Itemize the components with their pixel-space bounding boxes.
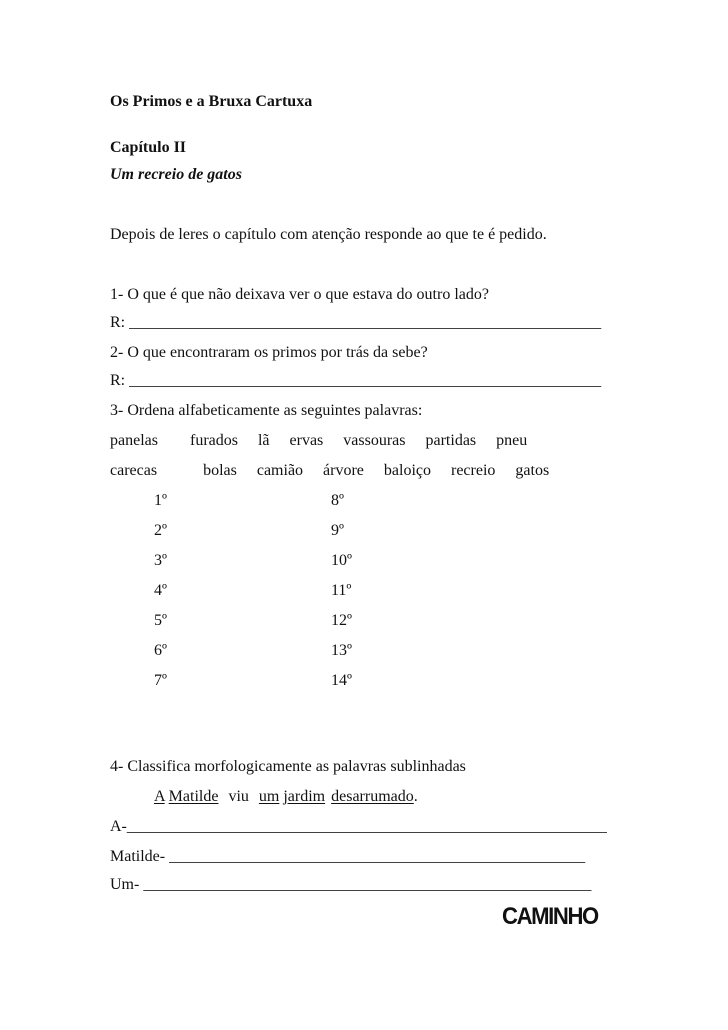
ordinal-slot: 7º [154,672,167,689]
worksheet-title: Os Primos e a Bruxa Cartuxa [110,93,313,110]
answer-line-um[interactable]: Um- ________________________________________________________ [110,876,592,893]
example-sentence [154,788,418,806]
word: vassouras [343,432,406,449]
ordinal-slot: 5º [154,612,167,629]
word-list-row-1 [110,432,527,450]
word: carecas [110,462,158,479]
ordinal-slot: 6º [154,642,167,659]
word: árvore [323,462,364,479]
word: pneu [496,432,528,449]
word: gatos [515,462,550,479]
chapter-subtitle: Um recreio de gatos [110,166,242,183]
instructions: Depois de leres o capítulo com atenção responde ao que te é pedido. [110,226,547,243]
ordinal-slot: 2º [154,522,167,539]
answer-line-a[interactable]: A-____________________________________________________________ [110,818,607,835]
word: furados [189,432,238,449]
answer-line-1[interactable]: R: ___________________________________________________________ [110,314,602,331]
underlined-word: Matilde [168,788,219,805]
underlined-word: desarrumado [331,788,414,805]
chapter-label: Capítulo II [110,139,187,156]
ordinal-slot: 13º [331,642,352,659]
ordinal-slot: 9º [331,522,344,539]
ordinal-slot: 1º [154,492,167,509]
ordinal-slot: 3º [154,552,167,569]
word: camião [256,462,304,479]
question-3: 3- Ordena alfabeticamente as seguintes palavras: [110,402,423,419]
underlined-word: um [258,788,280,805]
word: partidas [425,432,477,449]
ordinal-slot: 12º [331,612,352,629]
sentence-period: . [413,788,418,805]
word: recreio [451,462,496,479]
word: lã [257,432,270,449]
publisher-logo: CAMINHO [502,903,598,930]
word: bolas [203,462,237,479]
ordinal-slot: 10º [331,552,352,569]
sentence-word: viu [228,788,249,805]
ordinal-slot: 8º [331,492,344,509]
word-list-row-2 [110,462,549,480]
word: ervas [289,432,324,449]
question-2: 2- O que encontraram os primos por trás da sebe? [110,344,428,361]
ordinal-slot: 11º [331,582,352,599]
question-4: 4- Classifica morfologicamente as palavras sublinhadas [110,758,466,775]
question-1: 1- O que é que não deixava ver o que estava do outro lado? [110,286,489,303]
ordinal-slot: 4º [154,582,167,599]
word: baloiço [383,462,431,479]
underlined-word: jardim [283,788,326,805]
word: panelas [110,432,158,449]
answer-line-2[interactable]: R: ___________________________________________________________ [110,372,602,389]
answer-line-matilde[interactable]: Matilde- ____________________________________________________ [110,848,586,865]
underlined-word: A [154,788,165,805]
ordinal-slot: 14º [331,672,352,689]
